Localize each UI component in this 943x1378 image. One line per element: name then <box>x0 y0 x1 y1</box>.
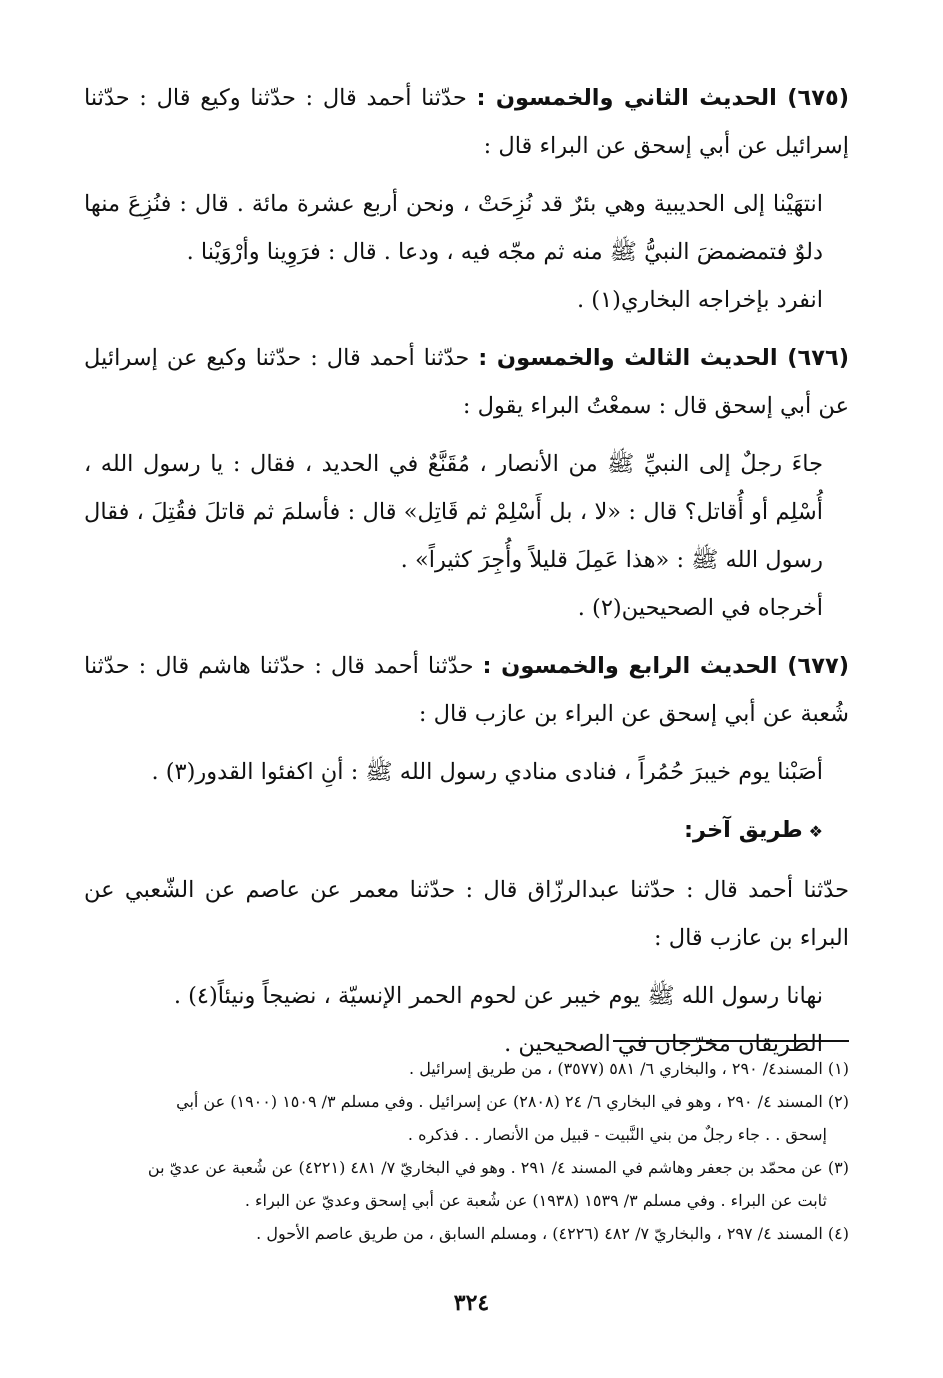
hadith-677-matn: أصَبْنا يوم خيبرَ حُمُراً ، فنادى منادي رسول الله ﷺ : أنِ اكفئوا القدور(٣) . <box>151 759 823 785</box>
other-route-title-text: طريق آخر: <box>683 817 803 843</box>
footnotes <box>84 1052 849 1250</box>
other-route-title <box>84 806 849 856</box>
footnote-1: (١) المسند٤/ ٢٩٠ ، والبخاري ٦/ ٥٨١ (٣٥٧٧) ، من طريق إسرائيل . <box>409 1059 849 1078</box>
hadith-676-isnad-text: حدّثنا أحمد قال : حدّثنا وكيع عن إسرائيل عن أبي إسحق قال : سمعْتُ البراء يقول : <box>84 345 849 419</box>
other-route-isnad: حدّثنا أحمد قال : حدّثنا عبدالرزّاق قال : حدّثنا معمر عن عاصم عن الشّعبي عن البراء بن عازب قال : <box>84 877 849 951</box>
footnote-3-continuation: ثابت عن البراء . وفي مسلم ٣/ ١٥٣٩ (١٩٣٨) عن شُعبة عن أبي إسحق وعديّ عن البراء . <box>244 1191 827 1210</box>
hadith-675-isnad-text: حدّثنا أحمد قال : حدّثنا وكيع قال : حدّثنا إسرائيل عن أبي إسحق عن البراء قال : <box>84 85 849 159</box>
hadith-675-heading: (٦٧٥) الحديث الثاني والخمسون : <box>476 85 849 111</box>
hadith-675-matn: انتهَيْنا إلى الحديبية وهي بئرٌ قد نُزِحَتْ ، ونحن أربع عشرة مائة . قال : فنُزِعَ منها دلوٌ فتمضمضَ النبيُّ ﷺ منه ثم مجّه فيه ، ودعا . قال : فرَوِينا وأرْوَيْنا . <box>84 191 823 265</box>
other-route-matn: نهانا رسول الله ﷺ يوم خيبر عن لحوم الحمر الإنسيّة ، نضيجاً ونيئاً(٤) . <box>173 983 823 1009</box>
footnote-3: (٣) عن محمّد بن جعفر وهاشم في المسند ٤/ ٢٩١ . وهو في البخاريّ ٧/ ٤٨١ (٤٢٢١) عن شُعبة عن عديّ بن <box>147 1158 849 1177</box>
diamond-icon: ❖ <box>808 822 823 841</box>
hadith-675-isnad <box>84 74 849 170</box>
hadith-675-takhrij: انفرد بإخراجه البخاري(١) . <box>576 287 823 313</box>
other-route-conclusion: الطريقان مخرّجان في الصحيحين . <box>504 1031 823 1057</box>
hadith-676-takhrij: أخرجاه في الصحيحين(٢) . <box>577 595 823 621</box>
page-number: ٣٢٤ <box>453 1290 490 1316</box>
hadith-677-isnad-text: حدّثنا أحمد قال : حدّثنا هاشم قال : حدّثنا شُعبة عن أبي إسحق عن البراء بن عازب قال : <box>84 653 849 727</box>
hadith-677-heading: (٦٧٧) الحديث الرابع والخمسون : <box>482 653 849 679</box>
hadith-677-isnad <box>84 642 849 738</box>
main-text <box>84 74 849 1068</box>
hadith-676-heading: (٦٧٦) الحديث الثالث والخمسون : <box>478 345 849 371</box>
hadith-676-isnad <box>84 334 849 430</box>
footnote-4: (٤) المسند ٤/ ٢٩٧ ، والبخاريّ ٧/ ٤٨٢ (٤٢٢٦) ، ومسلم السابق ، من طريق عاصم الأحول . <box>256 1224 849 1243</box>
footnote-divider <box>613 1040 849 1042</box>
footnote-2-continuation: إسحق . . جاء رجلٌ من بني النَّبيت - قبيل من الأنصار . . فذكره . <box>407 1125 827 1144</box>
footnote-2: (٢) المسند ٤/ ٢٩٠ ، وهو في البخاري ٦/ ٢٤ (٢٨٠٨) عن إسرائيل . وفي مسلم ٣/ ١٥٠٩ (١٩٠٠) عن أبي <box>176 1092 849 1111</box>
hadith-676-matn: جاءَ رجلٌ إلى النبيِّ ﷺ من الأنصار ، مُقَنَّعٌ في الحديد ، فقال : يا رسول الله ، أُسْلِم أو أُقاتل؟ قال : «لا ، بل أَسْلِمْ ثم قَاتِل» قال : فأسلمَ ثم قاتلَ فقُتِلَ ، فقال رسول الله ﷺ : «هذا عَمِلَ قليلاً وأُجِرَ كثيراً» . <box>84 451 823 573</box>
